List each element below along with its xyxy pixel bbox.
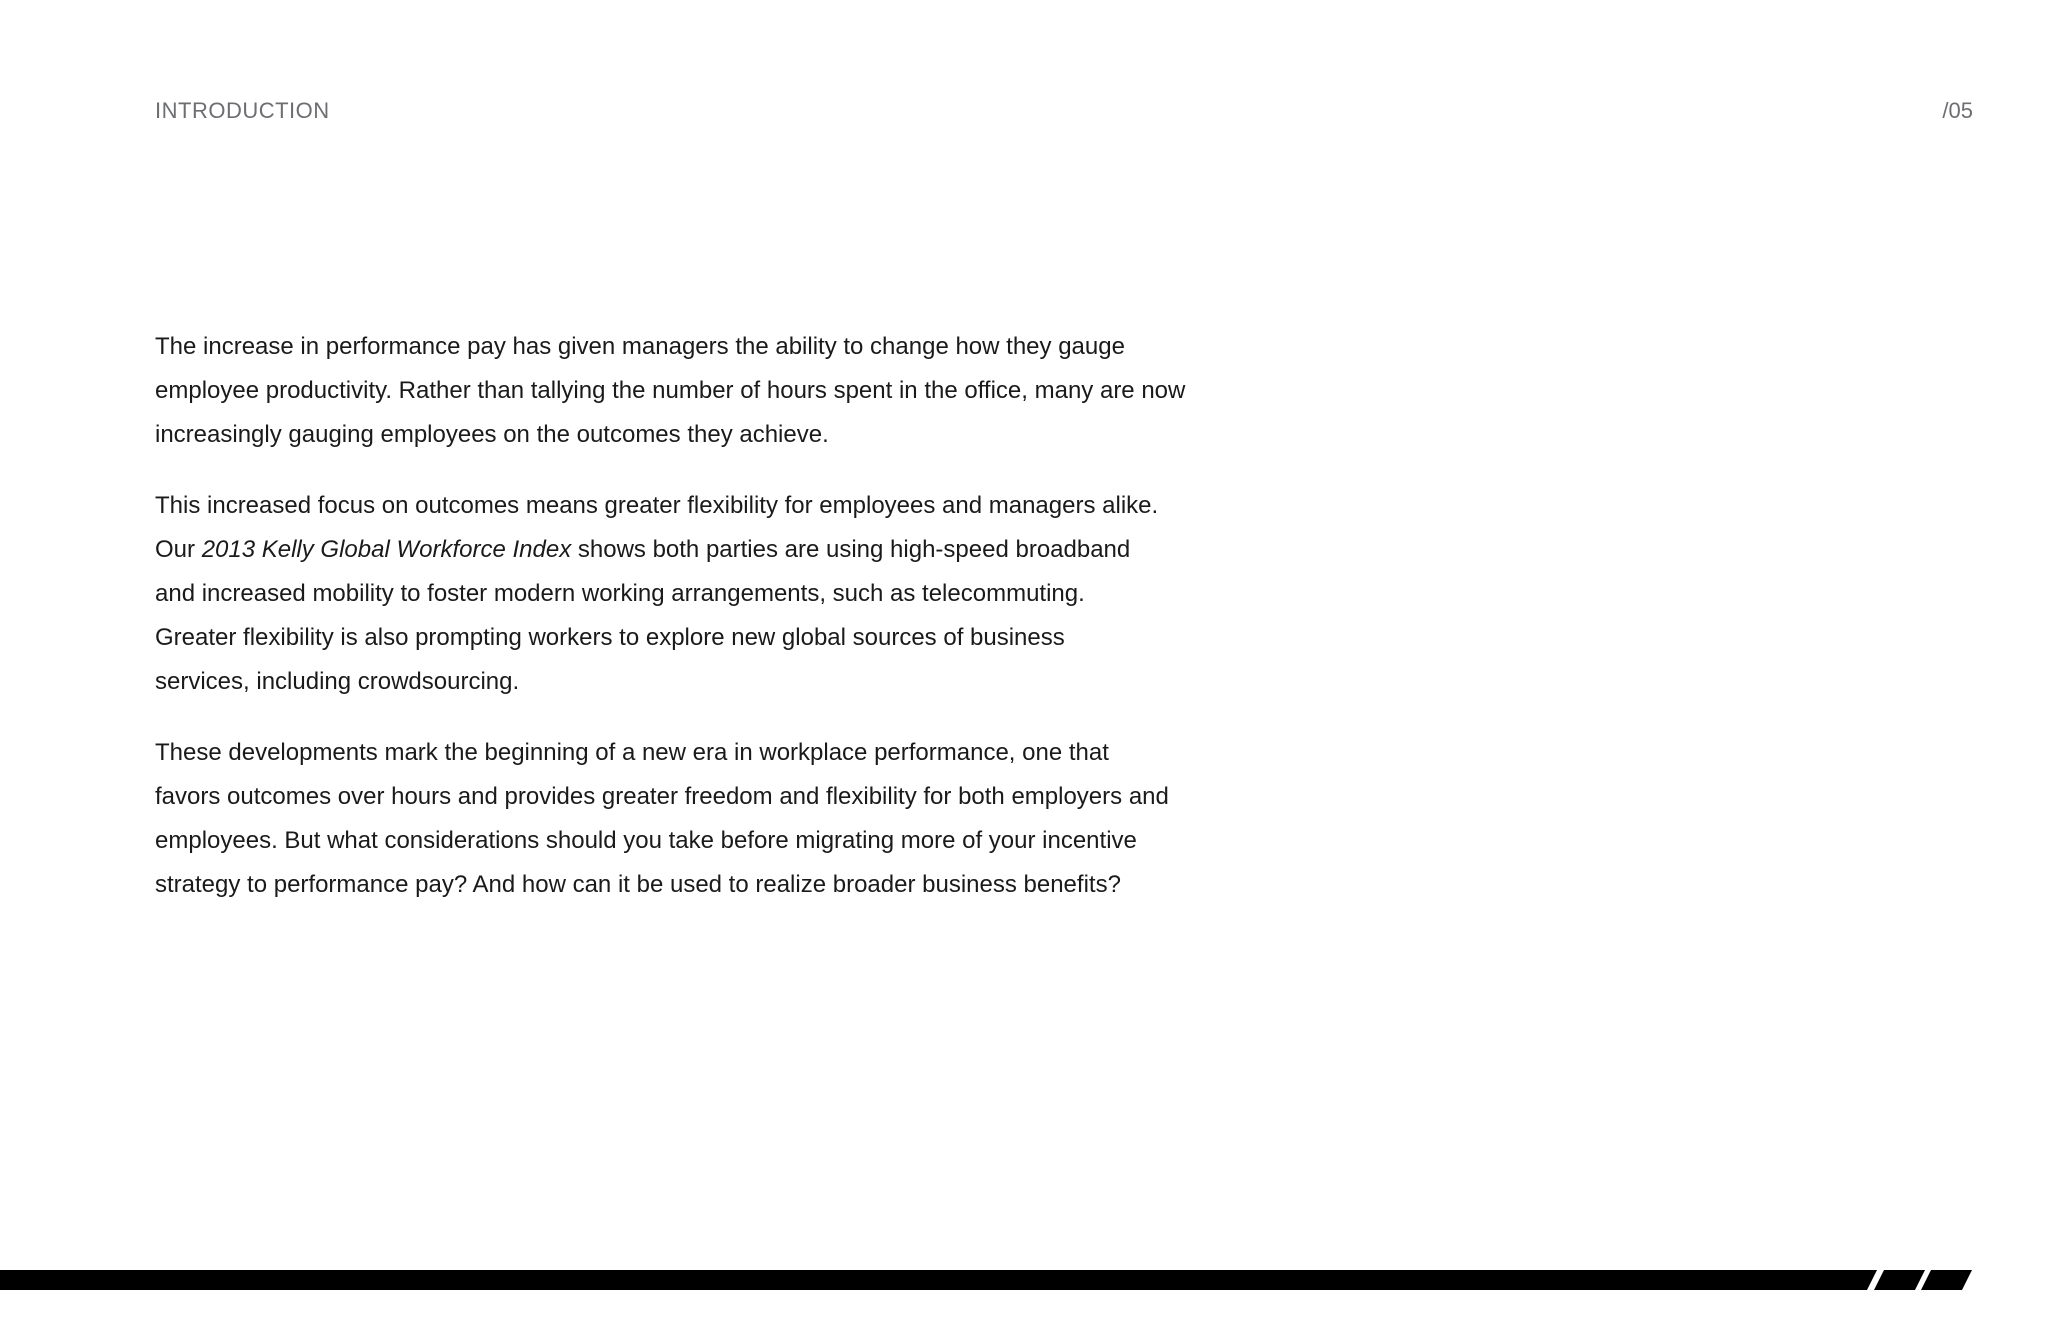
text-run: shows both parties are using high-speed broadband (571, 536, 1131, 563)
body-text (155, 325, 1255, 934)
paragraph-line: These developments mark the beginning of a new era in workplace performance, one that (155, 739, 1109, 766)
text-run: Our (155, 536, 202, 563)
paragraph-line: This increased focus on outcomes means greater flexibility for employees and managers alike. (155, 492, 1159, 519)
paragraph-line: favors outcomes over hours and provides greater freedom and flexibility for both employers and (155, 783, 1169, 810)
page-number: /05 (1942, 98, 1973, 123)
paragraph-line: Greater flexibility is also prompting workers to explore new global sources of business (155, 624, 1065, 651)
footer-bar-main (0, 1270, 1877, 1290)
section-label: INTRODUCTION (155, 98, 330, 123)
paragraph-line (155, 528, 1255, 572)
footer-bar (0, 1270, 2048, 1290)
paragraph-line: The increase in performance pay has given managers the ability to change how they gauge (155, 333, 1125, 360)
footer-bar-slash-1 (1874, 1270, 1925, 1290)
footer-bar-slash-2 (1921, 1270, 1972, 1290)
paragraph-line: and increased mobility to foster modern working arrangements, such as telecommuting. (155, 580, 1085, 607)
paragraph-line: increasingly gauging employees on the outcomes they achieve. (155, 421, 829, 448)
paragraph-line: services, including crowdsourcing. (155, 668, 520, 695)
paragraph-line: strategy to performance pay? And how can it be used to realize broader business benefits? (155, 871, 1121, 898)
paragraph-3 (155, 731, 1255, 907)
paragraph-line: employee productivity. Rather than tallying the number of hours spent in the office, many are now (155, 377, 1186, 404)
paragraph-1 (155, 325, 1255, 457)
report-title: 2013 Kelly Global Workforce Index (201, 536, 572, 563)
paragraph-line: employees. But what considerations should you take before migrating more of your incentive (155, 827, 1137, 854)
paragraph-2 (155, 484, 1255, 704)
